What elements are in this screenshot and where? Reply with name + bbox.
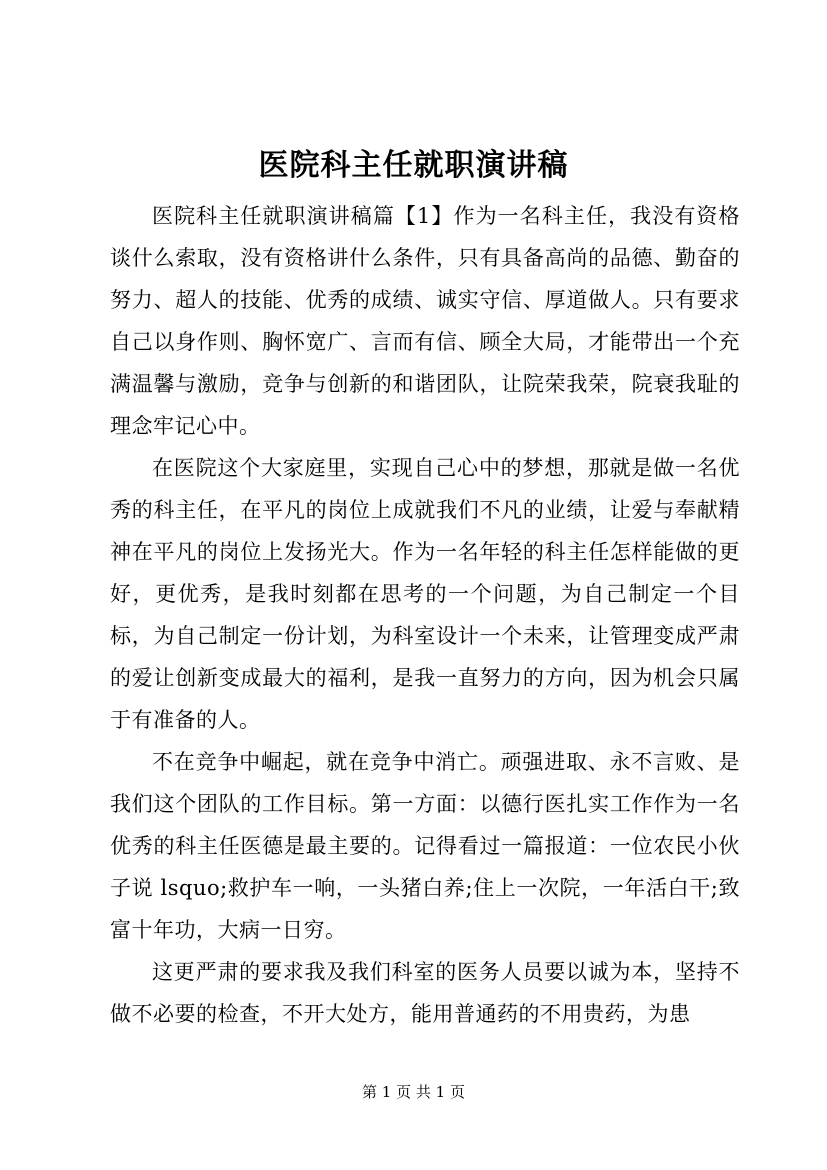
paragraph-2: 在医院这个大家庭里，实现自己心中的梦想，那就是做一名优秀的科主任，在平凡的岗位上成就我们不凡的业绩，让爱与奉献精神在平凡的岗位上发扬光大。作为一名年轻的科主任怎样能做的更好，更优秀，是我时刻都在思考的一个问题，为自己制定一个目标，为自己制定一份计划，为科室设计一个未来，让管理变成严肃的爱让创新变成最大的福利，是我一直努力的方向，因为机会只属于有准备的人。 bbox=[110, 456, 740, 732]
paragraph-4: 这更严肃的要求我及我们科室的医务人员要以诚为本，坚持不做不必要的检查，不开大处方，能用普通药的不用贵药，为患 bbox=[110, 960, 740, 1026]
paragraph-1: 医院科主任就职演讲稿篇【1】作为一名科主任，我没有资格谈什么索取，没有资格讲什么条件，只有具备高尚的品德、勤奋的努力、超人的技能、优秀的成绩、诚实守信、厚道做人。只有要求自己以身作则、胸怀宽广、言而有信、顾全大局，才能带出一个充满温馨与激励，竞争与创新的和谐团队，让院荣我荣，院衰我耻的理念牢记心中。 bbox=[110, 204, 740, 438]
page-footer: 第 1 页 共 1 页 bbox=[362, 1083, 465, 1101]
paragraph-3: 不在竞争中崛起，就在竞争中消亡。顽强进取、永不言败、是我们这个团队的工作目标。第一方面：以德行医扎实工作作为一名优秀的科主任医德是最主要的。记得看过一篇报道：一位农民小伙子说 lsquo;救护车一响，一头猪白养;住上一次院，一年活白干;致富十年功，大病一日穷。 bbox=[110, 750, 740, 942]
document-body bbox=[110, 195, 740, 1035]
document-title: 医院科主任就职演讲稿 bbox=[258, 148, 569, 183]
